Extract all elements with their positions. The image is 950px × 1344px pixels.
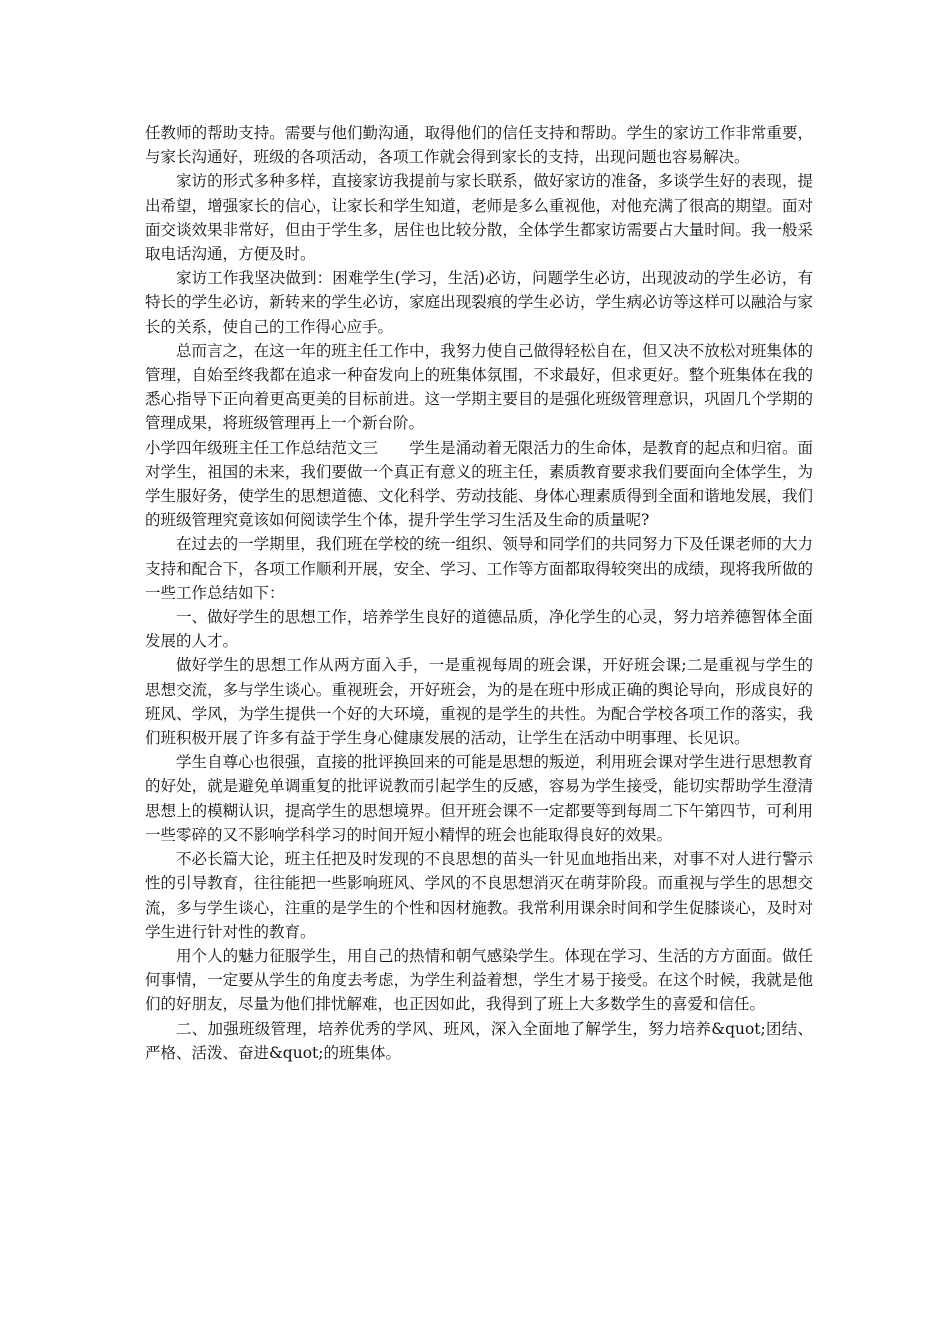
paragraph-4: 总而言之，在这一年的班主任工作中，我努力使自己做得轻松自在，但又决不放松对班集体的管理，自始至终我都在追求一种奋发向上的班集体氛围，不求最好，但求更好。整个班集体在我的悉心指导下正向着更高更美的目标前进。这一学期主要目的是强化班级管理意识，巩固几个学期的管理成果，将班级管理再上一个新台阶。 (145, 341, 813, 433)
paragraph-7: 一、做好学生的思想工作，培养学生良好的道德品质，净化学生的心灵，努力培养德智体全面发展的人才。 (145, 608, 813, 651)
paragraph-2: 家访的形式多种多样，直接家访我提前与家长联系，做好家访的准备，多谈学生好的表现，提出希望，增强家长的信心，让家长和学生知道，老师是多么重视他，对他充满了很高的期望。面对面交谈效果非常好，但由于学生多，居住也比较分散，全体学生都家访需要占大量时间。我一般采取电话沟通，方便及时。 (145, 172, 813, 264)
paragraph-10: 不必长篇大论，班主任把及时发现的不良思想的苗头一针见血地指出来，对事不对人进行警示性的引导教育，往往能把一些影响班风、学风的不良思想消灭在萌芽阶段。而重视与学生的思想交流，多与学生谈心，注重的是学生的个性和因材施教。我常利用课余时间和学生促膝谈心，及时对学生进行针对性的教育。 (145, 850, 813, 941)
paragraph-12: 二、加强班级管理，培养优秀的学风、班风，深入全面地了解学生，努力培养&quot;团结、严格、活泼、奋进&quot;的班集体。 (145, 1019, 813, 1062)
paragraph-11: 用个人的魅力征服学生，用自己的热情和朝气感染学生。体现在学习、生活的方方面面。做任何事情，一定要从学生的角度去考虑，为学生利益着想，学生才易于接受。在这个时候，我就是他们的好朋友，尽量为他们排忧解难，也正因如此，我得到了班上大多数学生的喜爱和信任。 (145, 946, 813, 1014)
document-page (145, 121, 813, 1065)
paragraph-3: 家访工作我坚决做到：困难学生(学习，生活)必访，问题学生必访，出现波动的学生必访，有特长的学生必访，新转来的学生必访，家庭出现裂痕的学生必访，学生病必访等这样可以融洽与家长的关系，使自己的工作得心应手。 (145, 269, 813, 336)
paragraph-5-section-heading: 小学四年级班主任工作总结范文三 学生是涌动着无限活力的生命体，是教育的起点和归宿。面对学生，祖国的未来，我们要做一个真正有意义的班主任，素质教育要求我们要面向全体学生，为学生服好务，使学生的思想道德、文化科学、劳动技能、身体心理素质得到全面和谐地发展，我们的班级管理究竟该如何阅读学生个体，提升学生学习生活及生命的质量呢? (145, 438, 813, 530)
paragraph-1: 任教师的帮助支持。需要与他们勤沟通，取得他们的信任支持和帮助。学生的家访工作非常重要，与家长沟通好，班级的各项活动，各项工作就会得到家长的支持，出现问题也容易解决。 (145, 124, 813, 167)
paragraph-8: 做好学生的思想工作从两方面入手，一是重视每周的班会课，开好班会课;二是重视与学生的思想交流，多与学生谈心。重视班会，开好班会，为的是在班中形成正确的舆论导向，形成良好的班风、学风，为学生提供一个好的大环境，重视的是学生的共性。为配合学校各项工作的落实，我们班积极开展了许多有益于学生身心健康发展的活动，让学生在活动中明事理、长见识。 (145, 656, 813, 748)
paragraph-9: 学生自尊心也很强，直接的批评换回来的可能是思想的叛逆，利用班会课对学生进行思想教育的好处，就是避免单调重复的批评说教而引起学生的反感，容易为学生接受，能切实帮助学生澄清思想上的模糊认识，提高学生的思想境界。但开班会课不一定都要等到每周二下午第四节，可利用一些零碎的又不影响学科学习的时间开短小精悍的班会也能取得良好的效果。 (145, 753, 813, 844)
paragraph-6: 在过去的一学期里，我们班在学校的统一组织、领导和同学们的共同努力下及任课老师的大力支持和配合下，各项工作顺利开展，安全、学习、工作等方面都取得较突出的成绩，现将我所做的一些工作总结如下： (145, 535, 813, 602)
